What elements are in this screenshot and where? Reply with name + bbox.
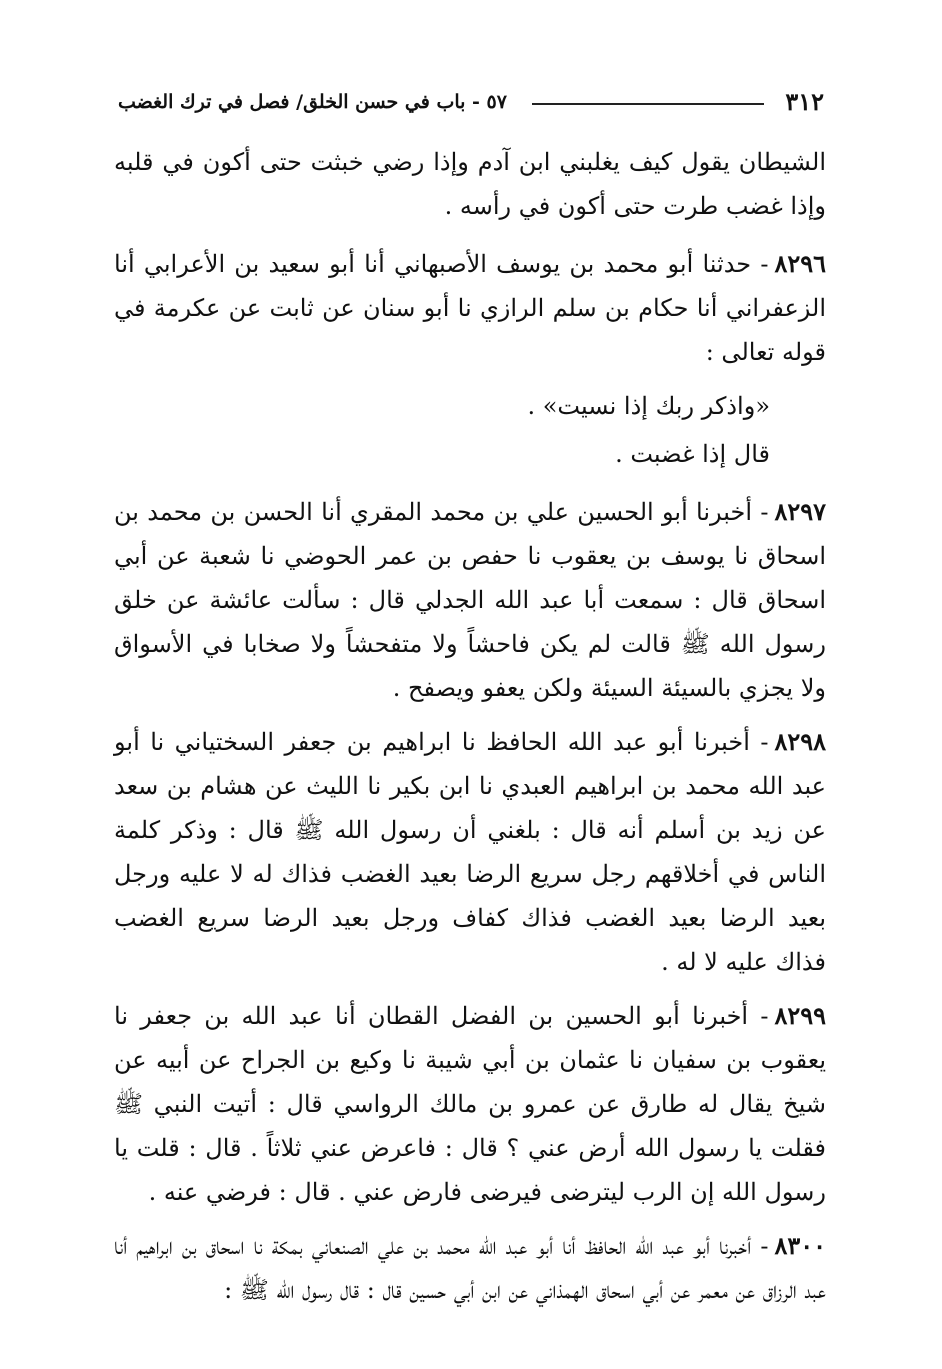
hadith-number: ٨٢٩٦ xyxy=(774,249,826,278)
page-header xyxy=(118,84,824,120)
header-rule xyxy=(532,103,764,105)
hadith-8298 xyxy=(114,720,826,984)
paragraph-text: - أخبرنا أبو عبد الله الحافظ نا ابراهيم بن جعفر السختياني نا أبو عبد الله محمد بن ابراهيم العبدي نا ابن بكير نا الليث عن هشام بن سعد عن زيد بن أسلم أنه قال : بلغني أن رسول الله ﷺ قال : وذكر كلمة الناس في أخلاقهم رجل سريع الرضا بعيد الغضب فذاك له لا عليه ورجل بعيد الرضا بعيد الغضب فذاك كفاف ورجل بعيد الرضا سريع الغضب فذاك عليه لا له . xyxy=(114,728,826,976)
paragraph-text: «واذكر ربك إذا نسيت» . xyxy=(527,392,770,420)
quran-quote xyxy=(114,384,826,428)
paragraph-text: قال إذا غضبت . xyxy=(615,440,770,468)
paragraph-text: - أخبرنا أبو الحسين بن الفضل القطان أنا عبد الله بن جعفر نا يعقوب بن سفيان نا عثمان بن أبي شيبة نا وكيع بن الجراح عن أبيه عن شيخ يقال له طارق عن عمرو بن مالك الرواسي قال : أتيت النبي ﷺ فقلت يا رسول الله أرض عني ؟ قال : فاعرض عني ثلاثاً . قال : قلت يا رسول الله إن الرب ليترضى فيرضى فارض عني . قال : فرضي عنه . xyxy=(114,1002,826,1206)
hadith-8297 xyxy=(114,490,826,710)
hadith-number: ٨٣٠٠ xyxy=(774,1231,826,1260)
hadith-number: ٨٢٩٨ xyxy=(774,727,826,756)
hadith-number: ٨٢٩٩ xyxy=(774,1001,826,1030)
narration-line xyxy=(114,432,826,476)
body-text xyxy=(114,140,826,1322)
paragraph-text: - أخبرنا أبو الحسين علي بن محمد المقري أنا الحسن بن محمد بن اسحاق نا يوسف بن يعقوب نا حفص بن عمر الحوضي نا شعبة عن أبي اسحاق قال : سمعت أبا عبد الله الجدلي قال : سألت عائشة عن خلق رسول الله ﷺ قالت لم يكن فاحشاً ولا متفحشاً ولا صخابا في الأسواق ولا يجزي بالسيئة السيئة ولكن يعفو ويصفح . xyxy=(114,498,826,702)
hadith-8299 xyxy=(114,994,826,1214)
hadith-8300 xyxy=(114,1224,826,1312)
paragraph-text: الشيطان يقول كيف يغلبني ابن آدم وإذا رضي خبثت حتى أكون في قلبه وإذا غضب طرت حتى أكون في رأسه . xyxy=(114,148,826,220)
page-number: ٣١٢ xyxy=(785,87,824,116)
paragraph-text: - أخبرنا أبو عبد الله الحافظ أنا أبو عبد الله محمد بن علي الصنعاني بمكة نا اسحاق بن ابراهيم أنا عبد الرزاق عن معمر عن أبي اسحاق الهمذاني عن ابن أبي حسين قال : قال رسول الله ﷺ : xyxy=(114,1232,826,1304)
running-title: ٥٧ - باب في حسن الخلق/ فصل في ترك الغضب xyxy=(118,91,507,113)
hadith-number: ٨٢٩٧ xyxy=(774,497,826,526)
hadith-8296 xyxy=(114,242,826,374)
paragraph-continuation xyxy=(114,140,826,228)
paragraph-text: - حدثنا أبو محمد بن يوسف الأصبهاني أنا أبو سعيد بن الأعرابي أنا الزعفراني أنا حكام بن سلم الرازي نا أبو سنان عن ثابت عن عكرمة في قوله تعالى : xyxy=(114,250,826,366)
